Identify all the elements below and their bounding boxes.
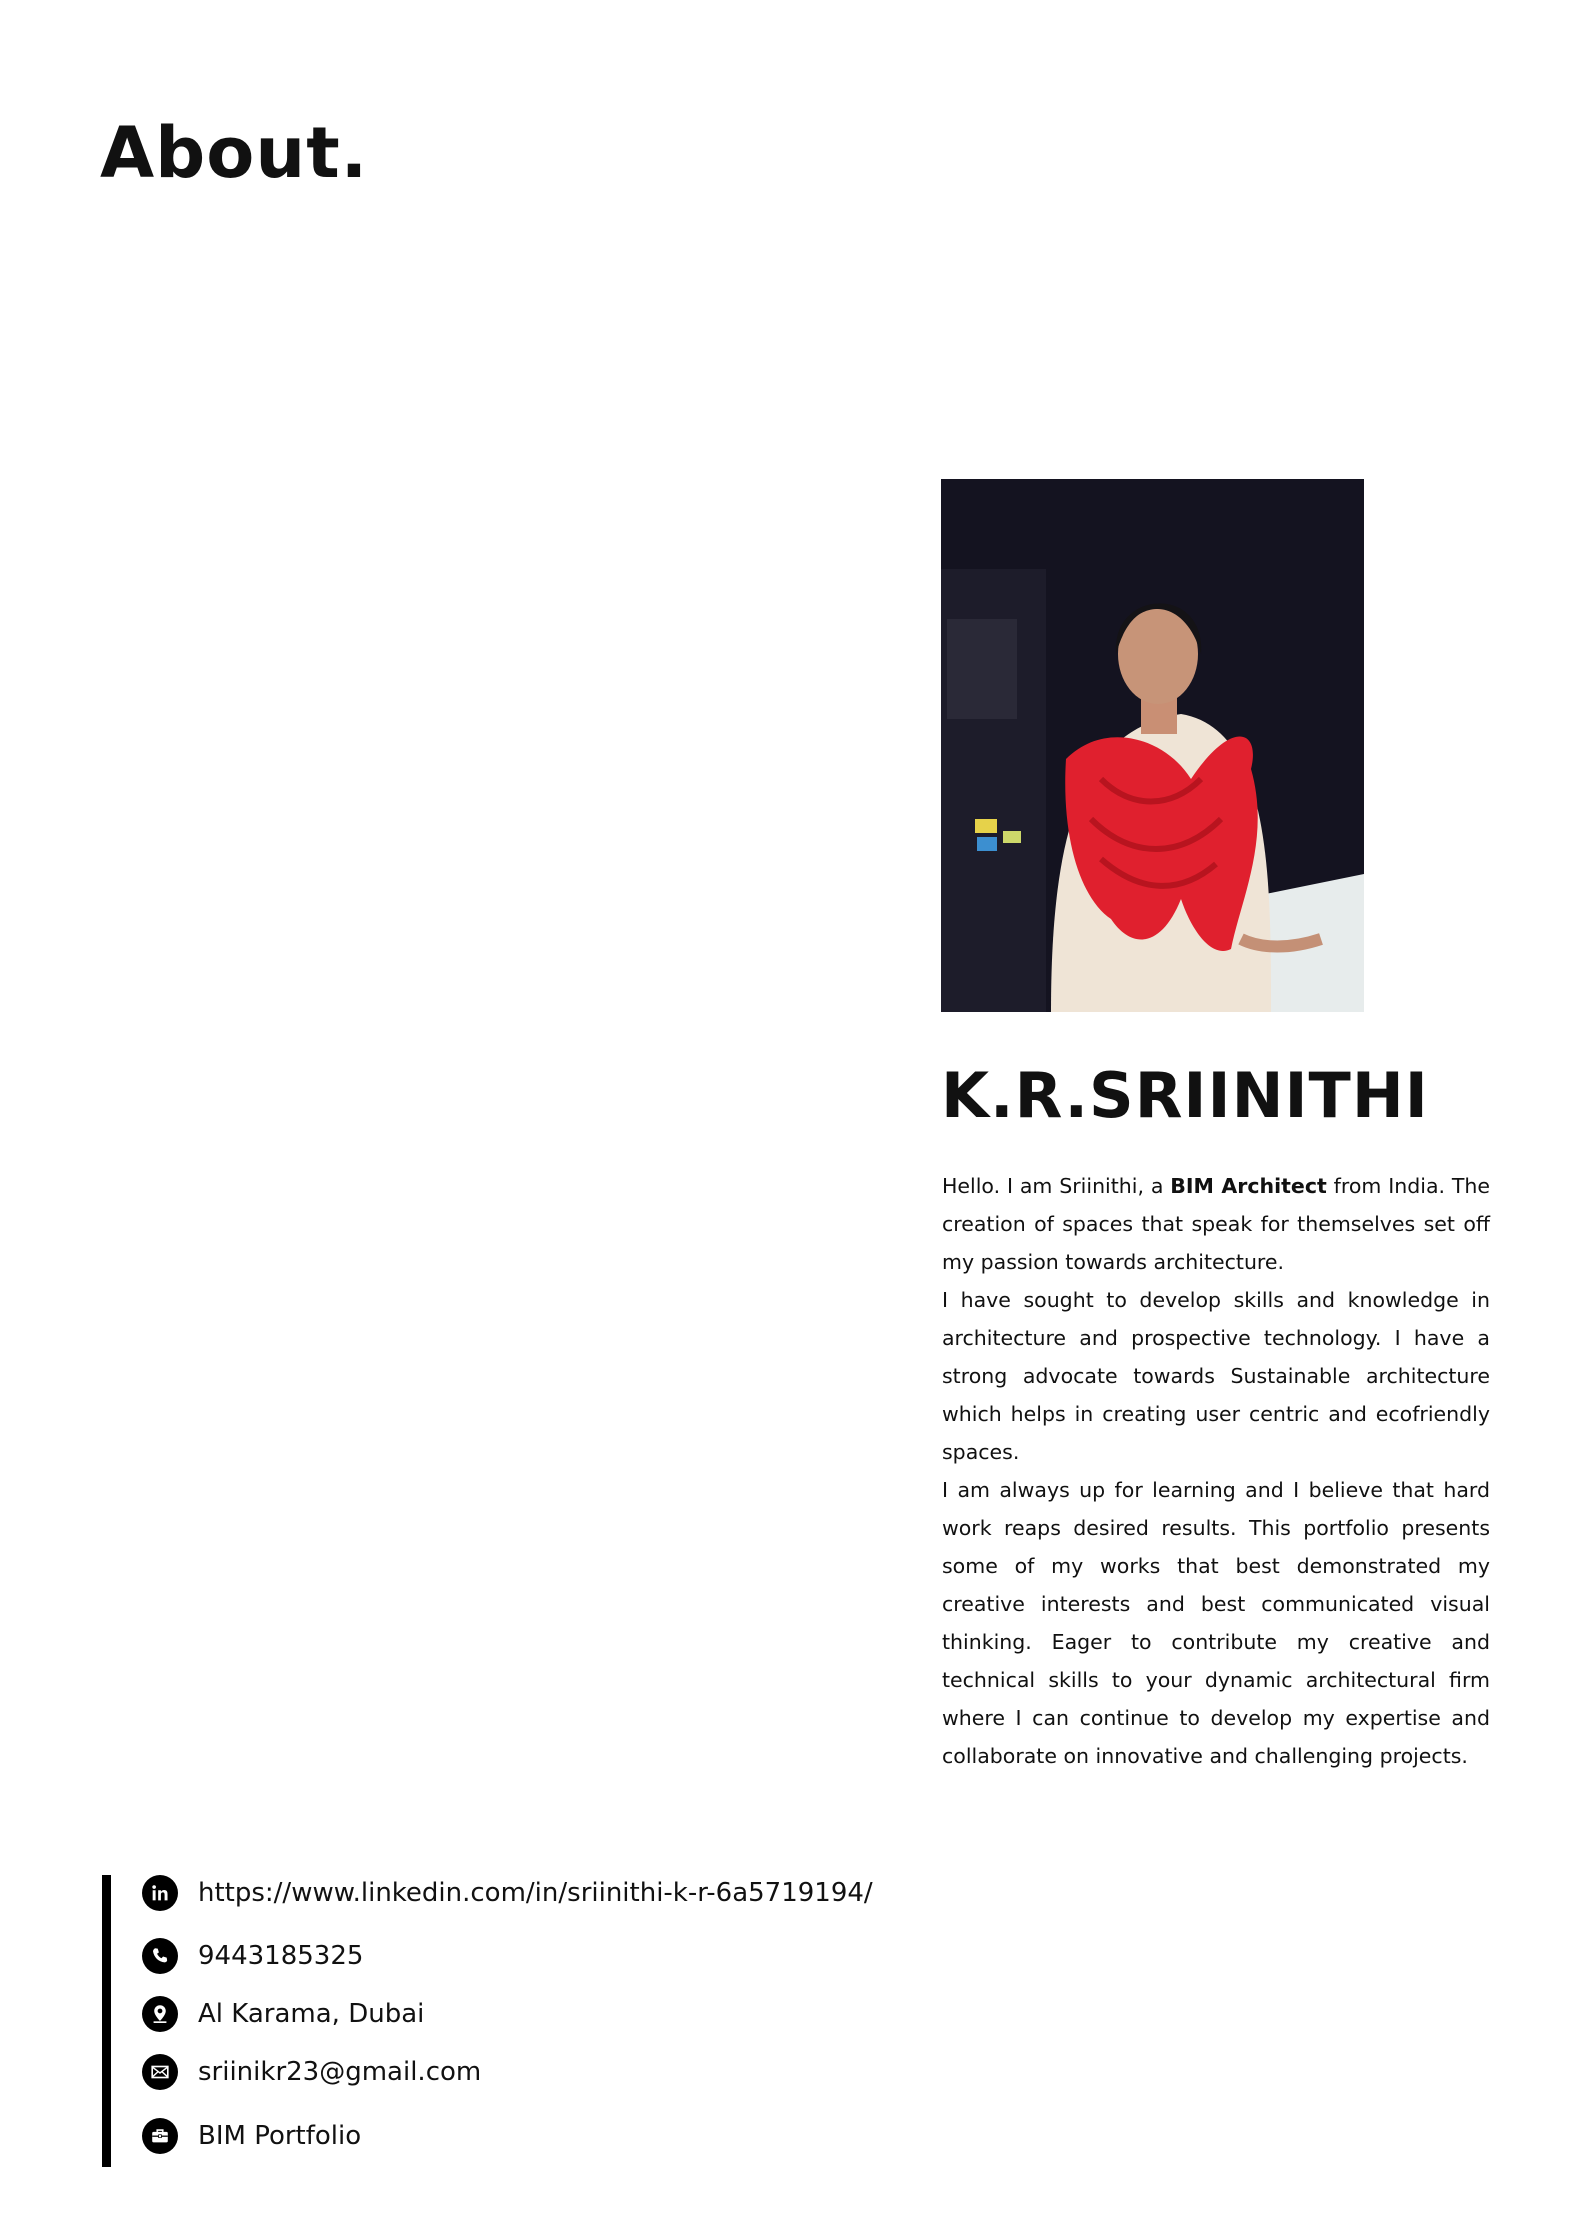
contact-email[interactable]: [142, 2054, 481, 2090]
linkedin-icon: [142, 1875, 178, 1911]
phone-icon: [142, 1938, 178, 1974]
bio-text: [942, 1167, 1490, 1775]
contact-phone[interactable]: [142, 1938, 363, 1974]
bio-p1-end: from India. The creation of spaces that speak for themselves set off my passion towards architecture.: [942, 1174, 1490, 1274]
briefcase-icon: [142, 2118, 178, 2154]
contact-linkedin[interactable]: [142, 1875, 873, 1911]
location-pin-icon: [142, 1996, 178, 2032]
bio-p1-start: Hello. I am Sriinithi, a: [942, 1174, 1171, 1198]
contact-list: [102, 1875, 873, 2167]
phone-number[interactable]: 9443185325: [198, 1941, 364, 1971]
portfolio-link[interactable]: BIM Portfolio: [198, 2121, 362, 2151]
contact-portfolio[interactable]: [142, 2118, 361, 2154]
profile-name: K.R.SRIINITHI: [941, 1059, 1429, 1132]
location-text: Al Karama, Dubai: [198, 1999, 425, 2029]
profile-photo: [941, 479, 1364, 1012]
email-link[interactable]: sriinikr23@gmail.com: [198, 2057, 482, 2087]
bio-job-title: BIM Architect: [1170, 1174, 1327, 1198]
contact-location[interactable]: [142, 1996, 424, 2032]
bio-paragraph-2: I have sought to develop skills and knowledge in architecture and prospective technology. I have a strong advocate towards Sustainable architecture which helps in creating user centric and ecofriendly spaces.: [942, 1288, 1490, 1464]
bio-paragraph-1: [942, 1167, 1490, 1281]
page-title: About.: [100, 112, 369, 194]
linkedin-link[interactable]: https://www.linkedin.com/in/sriinithi-k-r-6a5719194/: [198, 1878, 873, 1908]
envelope-icon: [142, 2054, 178, 2090]
bio-paragraph-3: I am always up for learning and I believe that hard work reaps desired results. This portfolio presents some of my works that best demonstrated my creative interests and best communicated visual thinking. Eager to contribute my creative and technical skills to your dynamic architectural firm where I can continue to develop my expertise and collaborate on innovative and challenging projects.: [942, 1478, 1490, 1768]
